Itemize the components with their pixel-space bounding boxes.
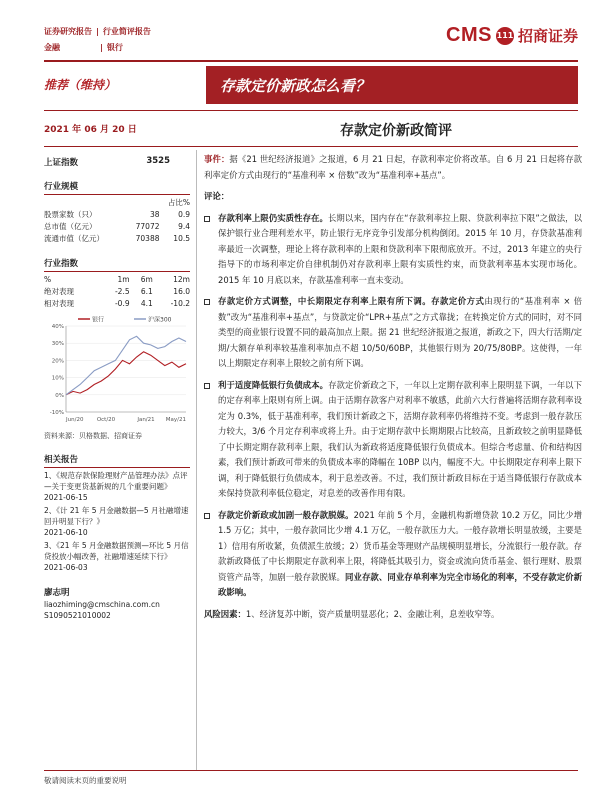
cell: 70388 xyxy=(135,234,160,243)
bullet-text: 由现行的“基准利率 × 倍数”改为“基准利率+基点”，与贷款定价“LPR+基点”之方式靠拢；在转换定价方式的同时，对不同类型的商业银行设置不同的最高加点上限。据 21 世纪经济报道之报道，新政之下，四大行活期/定期/大额存单利率较基准利率加点不超 10/50/60BP，其他银行则为 20/75/80BP。这使得，一年以上期限定存利率上限较之前有所下调。 xyxy=(218,296,582,368)
index-table xyxy=(44,274,190,310)
page-footer: 敬请阅读末页的重要说明 xyxy=(44,770,578,786)
y-tick-label: 20% xyxy=(51,358,64,365)
col-header: % xyxy=(44,275,52,284)
page-title: 存款定价新政怎么看？ xyxy=(206,66,578,104)
analyst-id: S1090521010002 xyxy=(44,611,111,620)
risk-text: 1、经济复苏中断，资产质量明显恶化；2、金融让利，息差收窄等。 xyxy=(245,608,500,619)
index-chart xyxy=(44,314,190,428)
legend-label: 银行 xyxy=(92,316,105,324)
cell: 77072 xyxy=(135,222,160,231)
y-tick-label: 0% xyxy=(55,392,64,399)
related-title: 3、《21 年 5 月金融数据预测—环比 5 月信贷投放小幅改善，社融增速延续下行》 xyxy=(44,541,189,561)
series-line xyxy=(66,336,186,395)
bullet-lead: 存款定价新政或加剧一般存款脱媒。 xyxy=(218,509,354,520)
cell: 10.5 xyxy=(173,234,190,243)
related-title: 2、《计 21 年 5 月金融数据—5 月社融增速回升明显下行？》 xyxy=(44,506,189,526)
y-tick-label: 30% xyxy=(51,341,64,348)
bullet-text: 长期以来，国内存在“存款利率拉上限、贷款利率拉下限”之做法，以保护银行业合理利差水平，防止银行无序竞争引发部分机构倒闭。2015 年 10 月，存贷款基准利率最近一次调整，理论上将存款利率的上限和贷款利率下限彻底放开。不过，2013 年建立的央行指导下的市场利率定价自律机制仍对存款利率上限有实质性约束，而贷款利率基本实现市场化。2015 年 10 月底以来，存款基准利率一直未变动。 xyxy=(218,212,582,285)
scale-col-header: 占比% xyxy=(167,198,190,207)
legend-label: 沪深300 xyxy=(148,316,172,324)
cell: 4.1 xyxy=(140,299,153,308)
col-header: 1m xyxy=(117,275,130,284)
index-heading: 行业指数 xyxy=(44,257,190,272)
main-content xyxy=(204,152,582,622)
y-tick-label: -10% xyxy=(49,410,64,416)
logo-company-name: 招商证券 xyxy=(517,27,578,45)
chart-source: 资料来源：贝格数据、招商证券 xyxy=(44,432,142,440)
rating: 推荐（维持） xyxy=(44,78,117,92)
bullet-square-icon xyxy=(204,216,210,222)
bullet-point xyxy=(204,211,582,289)
cell: 6.1 xyxy=(140,287,153,296)
cell: 股票家数（只） xyxy=(44,210,97,219)
table-row xyxy=(44,233,190,245)
scale-table xyxy=(44,197,190,245)
index-value: 3525 xyxy=(146,156,170,166)
related-date: 2021-06-15 xyxy=(44,493,88,502)
logo-cms: CMS xyxy=(446,24,492,46)
risk-paragraph xyxy=(204,607,582,623)
cell: -0.9 xyxy=(114,299,130,308)
cell: 绝对表现 xyxy=(44,287,74,296)
cell: -2.5 xyxy=(114,287,130,296)
related-date: 2021-06-10 xyxy=(44,528,88,537)
table-row xyxy=(44,221,190,233)
bullet-mid: 存款定价方式 xyxy=(431,296,485,306)
cell: 9.4 xyxy=(178,222,190,231)
comment-label: 评论： xyxy=(204,191,230,201)
scale-heading: 行业规模 xyxy=(44,180,190,195)
x-tick-label: May/21 xyxy=(165,417,186,423)
report-date: 2021 年 06 月 20 日 xyxy=(44,125,137,135)
cell: 16.0 xyxy=(173,287,190,296)
cell: -10.2 xyxy=(170,299,190,308)
bullet-lead: 利于适度降低银行负债成本。 xyxy=(218,379,329,390)
logo-circle-icon: 111 xyxy=(496,27,514,45)
y-tick-label: 10% xyxy=(51,375,64,382)
x-tick-label: Oct/20 xyxy=(96,417,116,423)
sidebar xyxy=(44,152,190,573)
risk-label: 风险因素： xyxy=(204,608,246,619)
related-heading: 相关报告 xyxy=(44,453,190,468)
bullet-text: 存款定价新政之下，一年以上定期存款利率上限明显下调，一年以下的定存利率上限则有所上调。由于活期存款客户对利率不敏感，此前六大行普遍将活期存款利率设定为 0.3%，低于基准利率，我们预计新政之下，活期存款利率仍将维持不变。考虑到一般存款压力较大，3/6 个月定存利率或将上升。由于定期存款中长期期限占比较高，且新政较之前明显降低了中长期定期存款利率上限，我们认为新政将适度降低银行负债成本。但综合考虑量、价和结构因素，我们预计新政可带来的负债成本率的降幅在 10BP 以内，幅度不大。中长期限定存利率上限下调，利于降低银行负债成本，利于息差改善。不过，我们预计新政目标在于适当降低银行存款成本来保持贷款利率低位稳定，对息差的改善作用有限。 xyxy=(218,379,583,498)
header-sector: 金融 xyxy=(44,43,60,52)
bullet-square-icon xyxy=(204,383,210,389)
list-item[interactable] xyxy=(44,505,190,538)
series-line xyxy=(66,352,186,395)
table-row xyxy=(44,298,190,310)
bullet-square-icon xyxy=(204,299,210,305)
header-industry: 银行 xyxy=(106,43,123,52)
related-date: 2021-06-03 xyxy=(44,563,88,572)
cell: 38 xyxy=(149,210,160,219)
related-title: 1、《规范存款保险理财产品管理办法》点评—关于变更货基新规的几个重要问题》 xyxy=(44,471,188,491)
column-divider xyxy=(196,150,197,770)
cell: 总市值（亿元） xyxy=(44,222,97,231)
table-header-row xyxy=(44,274,190,286)
header-report-type: 证券研究报告 xyxy=(44,27,92,36)
bullet-tail: 同业存款、同业存单利率为完全市场化的利率，不受存款定价新政影响。 xyxy=(218,571,583,597)
index-summary xyxy=(44,156,190,168)
event-paragraph xyxy=(204,152,582,183)
analyst-email[interactable]: liaozhiming@cmschina.com.cn xyxy=(44,600,160,609)
cell: 0.9 xyxy=(178,210,190,219)
bullet-lead: 存款定价方式调整，中长期限定存利率上限有所下调。 xyxy=(218,296,432,306)
event-label: 事件： xyxy=(204,154,230,164)
bullet-point xyxy=(204,508,582,601)
col-header: 12m xyxy=(173,275,190,284)
header-report-subtype: 行业简评报告 xyxy=(102,27,151,36)
related-list xyxy=(44,470,190,573)
analyst-name: 廖志明 xyxy=(44,588,70,598)
list-item[interactable] xyxy=(44,470,190,503)
divider xyxy=(44,110,578,111)
y-tick-label: 40% xyxy=(51,324,64,330)
bullet-square-icon xyxy=(204,513,210,519)
event-text: 据《21 世纪经济报道》之报道，6 月 21 日起，存款利率定价将改革。自 6 月 21 日起将存款利率定价方式由现行的“基准利率 × 倍数”改为“基准利率+基点”。 xyxy=(204,154,582,180)
company-logo xyxy=(446,24,578,47)
index-chart-svg xyxy=(44,314,190,426)
index-name: 上证指数 xyxy=(44,158,79,168)
x-tick-label: Jan/21 xyxy=(137,417,155,423)
cell: 流通市值（亿元） xyxy=(44,234,104,243)
cell: 相对表现 xyxy=(44,299,74,308)
x-tick-label: Jun/20 xyxy=(66,417,84,423)
bullet-point xyxy=(204,294,582,372)
divider xyxy=(44,60,578,62)
report-subtitle: 存款定价新政简评 xyxy=(340,123,452,139)
table-row xyxy=(44,286,190,298)
table-row xyxy=(44,209,190,221)
bullet-lead: 存款利率上限仍实质性存在。 xyxy=(218,212,328,223)
bullet-point xyxy=(204,378,582,502)
bullet-text: 2021 年前 5 个月，金融机构新增贷款 10.2 万亿，同比少增 1.5 万亿；其中，一般存款同比少增 4.1 万亿，一般存款压力大。一般存款增长明显放缓，主要是 1）信用有所收紧，负债派生放缓；2）货币基金等理财产品规模明显增长，分流银行一般存款。存款新政降低了中长期限定存款利率上限，将降低其吸引力，资金或流向货币基金、银行理财、股票资管产品等，加剧一般存款脱媒。 xyxy=(218,509,582,582)
col-header: 6m xyxy=(140,275,153,284)
divider xyxy=(44,146,578,147)
report-header: 证券研究报告 | 行业简评报告 金融 | 银行 xyxy=(44,24,151,56)
analyst-info xyxy=(44,588,160,621)
list-item[interactable] xyxy=(44,540,190,573)
